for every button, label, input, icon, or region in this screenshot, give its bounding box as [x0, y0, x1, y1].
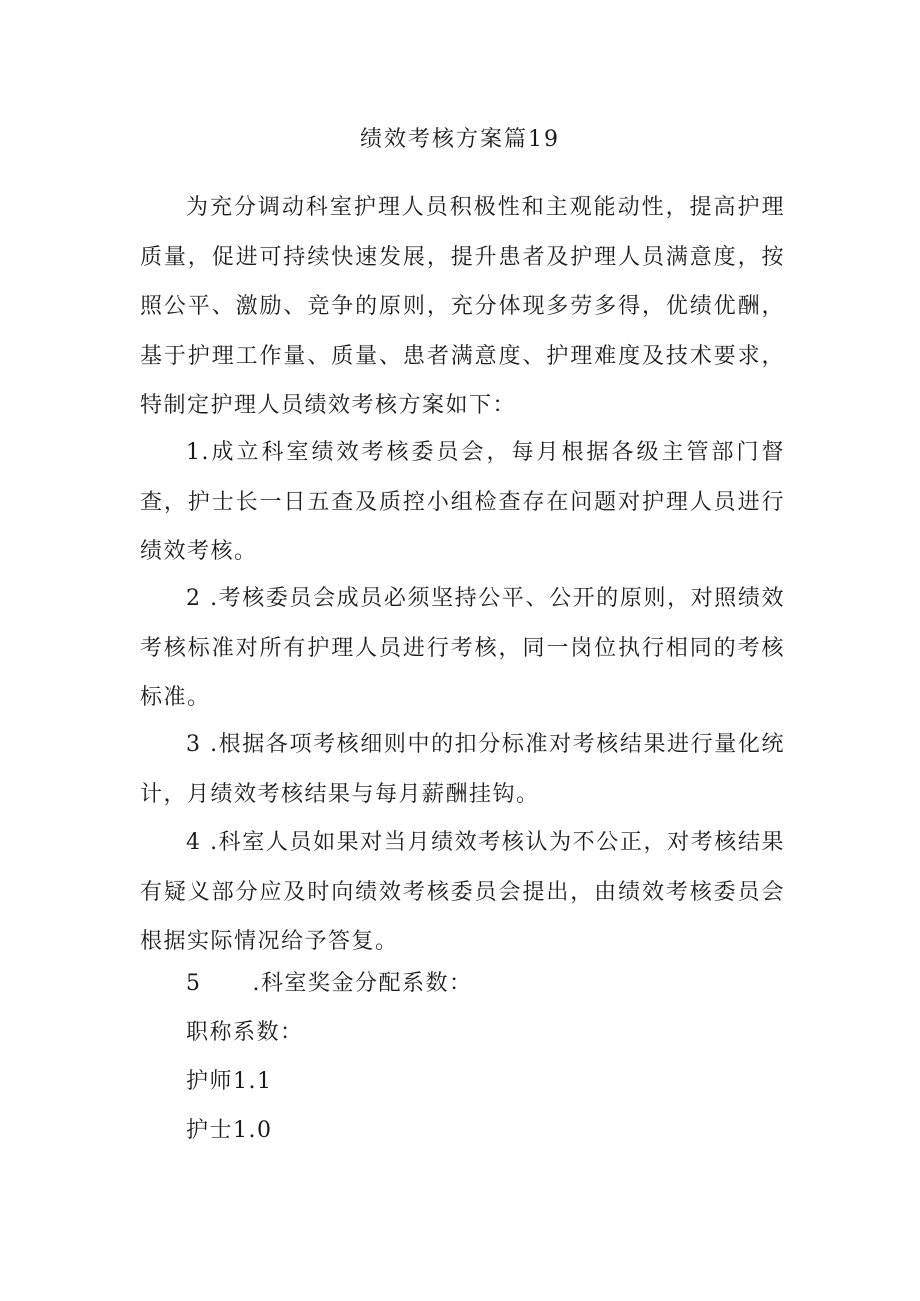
coef-nurse: 护士1.0: [186, 1118, 273, 1143]
intro-paragraph: 为充分调动科室护理人员积极性和主观能动性，提高护理质量，促进可持续快速发展，提升患者及护理人员满意度，按照公平、激励、竞争的原则，充分体现多劳多得，优绩优酬，基于护理工作量、质量、患者满意度、护理难度及技术要求，特制定护理人员绩效考核方案如下：: [140, 195, 785, 418]
item-3-paragraph: 3 .根据各项考核细则中的扣分标准对考核结果进行量化统计，月绩效考核结果与每月薪酬挂钩。: [140, 732, 785, 807]
item-1-paragraph: 1.成立科室绩效考核委员会，每月根据各级主管部门督查，护士长一日五查及质控小组检查存在问题对护理人员进行绩效考核。: [140, 440, 785, 564]
document-title: 绩效考核方案篇19: [360, 127, 560, 152]
coef-nurse-practitioner: 护师1.1: [186, 1069, 273, 1094]
coef-heading: 职称系数：: [186, 1020, 304, 1045]
item-2-paragraph: 2 .考核委员会成员必须坚持公平、公开的原则，对照绩效考核标准对所有护理人员进行考核，同一岗位执行相同的考核标准。: [140, 586, 785, 710]
item-5-line: 5 .科室奖金分配系数：: [186, 971, 473, 996]
item-4-paragraph: 4 .科室人员如果对当月绩效考核认为不公正，对考核结果有疑义部分应及时向绩效考核委员会提出，由绩效考核委员会根据实际情况给予答复。: [140, 830, 785, 954]
